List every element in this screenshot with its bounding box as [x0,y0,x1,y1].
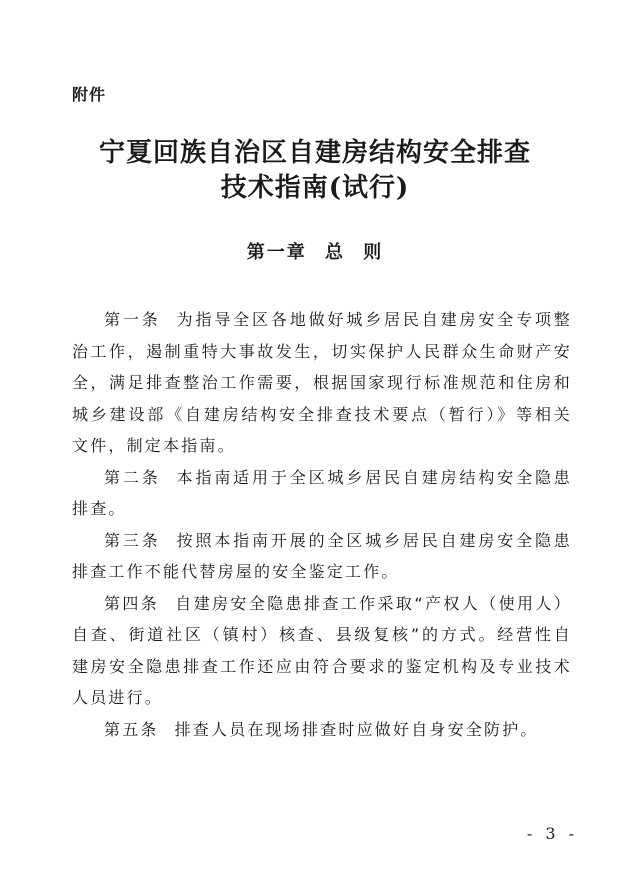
article-number: 第三条 [104,530,161,550]
article-5 [72,714,572,746]
article-number: 第五条 [104,719,159,739]
article-text: 排查人员在现场排查时应做好自身安全防护。 [174,719,539,739]
article-text: 为指导全区各地做好城乡居民自建房安全专项整治工作，遏制重特大事故发生，切实保护人民群众生命财产安全，满足排查整治工作需要，根据国家现行标准规范和住房和城乡建设部《自建房结构安全排查技术要点（暂行）》等相关文件，制定本指南。 [72,310,573,455]
document-title-line-2: 技术指南(试行) [220,173,410,203]
article-text: 自建房安全隐患排查工作采取“产权人（使用人）自查、街道社区（镇村）核查、县级复核”的方式。经营性自建房安全隐患排查工作还应由符合要求的鉴定机构及专业技术人员进行。 [72,593,572,707]
attachment-label: 附件 [72,85,107,104]
article-text: 本指南适用于全区城乡居民自建房结构安全隐患排查。 [72,467,573,518]
article-2 [72,462,572,525]
chapter-heading: 第一章 总 则 [246,242,384,263]
article-number: 第一条 [104,310,161,329]
article-text: 按照本指南开展的全区城乡居民自建房安全隐患排查工作不能代替房屋的安全鉴定工作。 [72,530,573,581]
document-body [72,304,572,745]
document-title [0,136,630,206]
document-title-line-1: 宁夏回族自治区自建房结构安全排查 [98,138,531,168]
article-number: 第二条 [104,467,161,487]
article-3 [72,525,572,588]
article-1 [72,304,572,462]
article-4 [72,588,572,714]
page-number: - 3 - [526,824,578,843]
article-number: 第四条 [104,593,160,613]
